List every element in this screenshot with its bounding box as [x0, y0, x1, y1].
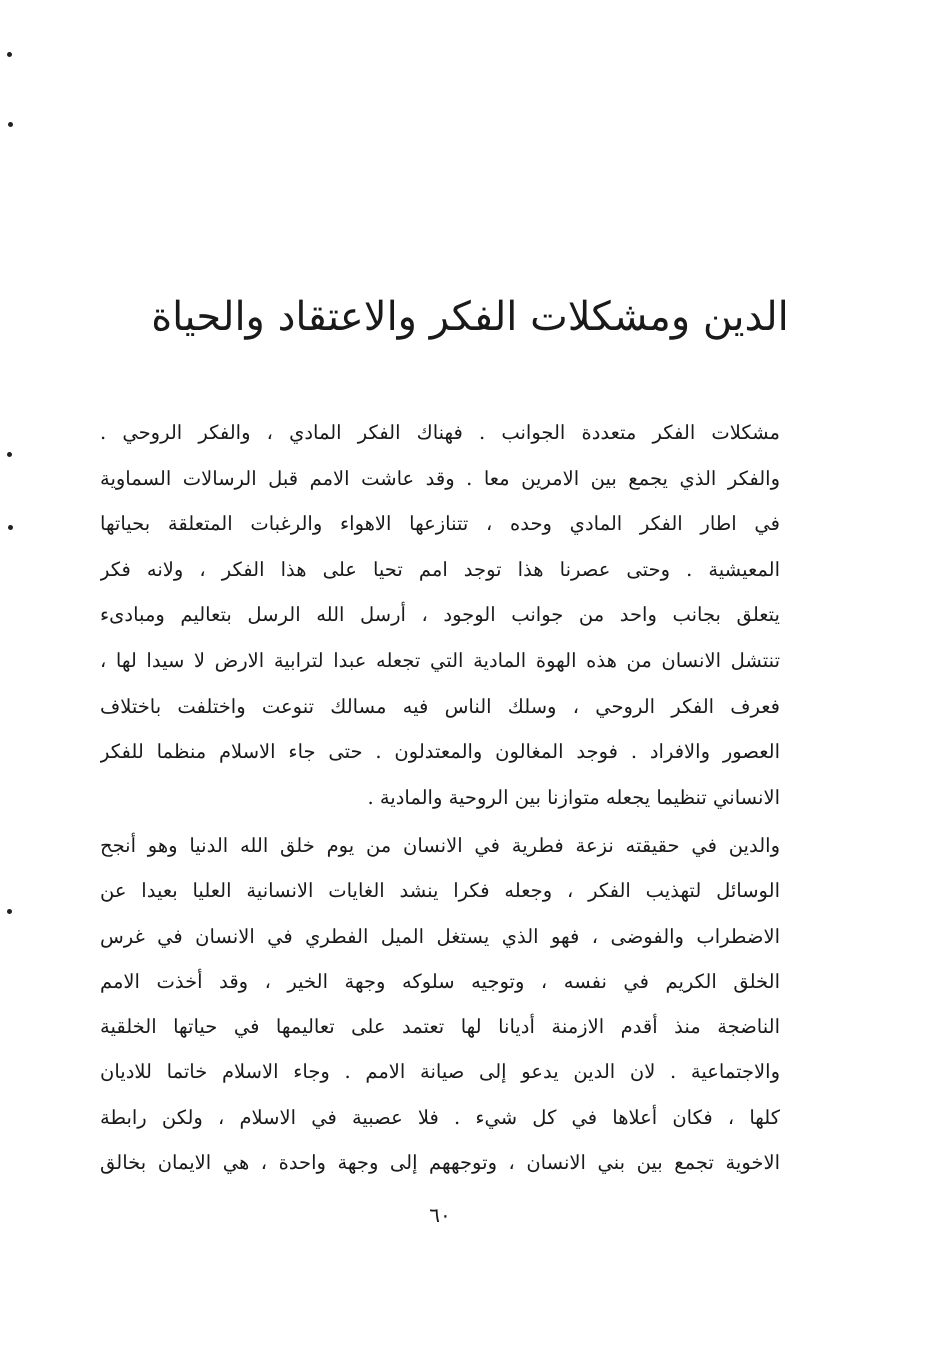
text-line: الناضجة منذ أقدم الازمنة أديانا لها تعتمد على تعاليمها في حياتها الخلقية [100, 1015, 780, 1039]
text-line: والاجتماعية . لان الدين يدعو إلى صيانة الامم . وجاء الاسلام خاتما للاديان [100, 1060, 780, 1084]
text-line: والفكر الذي يجمع بين الامرين معا . وقد عاشت الامم قبل الرسالات السماوية [100, 466, 780, 490]
paragraph-1 [100, 410, 780, 820]
margin-mark [7, 452, 12, 457]
text-line: مشكلات الفكر متعددة الجوانب . فهناك الفكر المادي ، والفكر الروحي . [100, 421, 780, 444]
chapter-title: الدين ومشكلات الفكر والاعتقاد والحياة [151, 294, 789, 340]
text-line: والدين في حقيقته نزعة فطرية في الانسان من يوم خلق الله الدنيا وهو أنجح [100, 834, 780, 857]
text-line: العصور والافراد . فوجد المغالون والمعتدلون . حتى جاء الاسلام منظما للفكر [100, 740, 780, 764]
text-line: يتعلق بجانب واحد من جوانب الوجود ، أرسل الله الرسل بتعاليم ومبادىء [100, 603, 780, 627]
text-line: في اطار الفكر المادي وحده ، تتنازعها الاهواء والرغبات المتعلقة بحياتها [100, 512, 780, 536]
margin-mark [7, 909, 12, 914]
page-number: ٦٠ [429, 1203, 451, 1227]
text-line: كلها ، فكان أعلاها في كل شيء . فلا عصبية في الاسلام ، ولكن رابطة [100, 1105, 780, 1129]
margin-mark [8, 122, 13, 127]
margin-mark [7, 52, 12, 57]
text-line: فعرف الفكر الروحي ، وسلك الناس فيه مسالك تنوعت واختلفت باختلاف [100, 694, 780, 718]
paragraph-2 [100, 823, 780, 1185]
text-line: الاخوية تجمع بين بني الانسان ، وتوجههم إلى وجهة واحدة ، هي الايمان بخالق [100, 1151, 780, 1175]
text-line: الوسائل لتهذيب الفكر ، وجعله فكرا ينشد الغايات الانسانية العليا بعيدا عن [100, 879, 780, 903]
text-line: تنتشل الانسان من هذه الهوة المادية التي تجعله عبدا لترابية الارض لا سيدا لها ، [100, 648, 780, 672]
text-line: الانساني تنظيما يجعله متوازنا بين الروحية والمادية . [367, 785, 780, 809]
text-line: الخلق الكريم في نفسه ، وتوجيه سلوكه وجهة الخير ، وقد أخذت الامم [100, 969, 780, 993]
text-line: الاضطراب والفوضى ، فهو الذي يستغل الميل الفطري في الانسان في غرس [100, 924, 780, 948]
margin-mark [8, 525, 13, 530]
text-line: المعيشية . وحتى عصرنا هذا توجد امم تحيا على هذا الفكر ، ولانه فكر [100, 557, 780, 581]
